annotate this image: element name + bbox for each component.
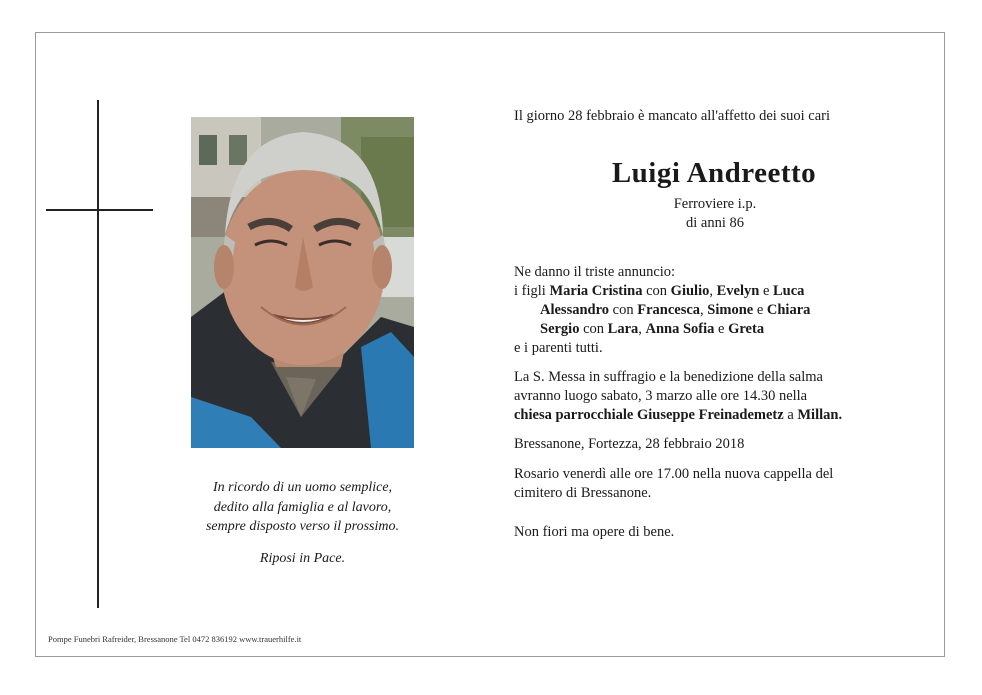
mass-line: La S. Messa in suffragio e la benedizione della salma <box>514 369 823 385</box>
children-line: Sergio con Lara, Anna Sofia e Greta <box>540 321 765 337</box>
cross-vertical-bar <box>97 100 99 608</box>
mass-line: chiesa parrocchiale Giuseppe Freinademetz a Millan. <box>514 407 843 423</box>
memorial-verse <box>150 478 455 568</box>
children-line: i figli Maria Cristina con Giulio, Evelyn e Luca <box>514 283 805 299</box>
profession: Ferroviere i.p. <box>673 196 757 212</box>
rosary-info <box>514 465 833 503</box>
announcement-heading: Ne danno il triste annuncio: <box>514 264 676 280</box>
cross-horizontal-bar <box>46 209 153 211</box>
memory-line: sempre disposto verso il prossimo. <box>205 519 400 534</box>
age: di anni 86 <box>686 215 744 231</box>
place-date: Bressanone, Fortezza, 28 febbraio 2018 <box>514 436 745 452</box>
announcement <box>514 263 810 358</box>
deceased-name: Luigi Andreetto <box>611 157 817 189</box>
memory-line: dedito alla famiglia e al lavoro, <box>213 499 392 515</box>
deceased-details <box>600 195 830 233</box>
rosary-line: cimitero di Bressanone. <box>514 485 652 501</box>
portrait-photo <box>191 117 414 448</box>
relatives-line: e i parenti tutti. <box>514 340 603 356</box>
children-line: Alessandro con Francesca, Simone e Chiara <box>540 302 811 318</box>
rest-in-peace: Riposi in Pace. <box>259 550 346 566</box>
memory-line: In ricordo di un uomo semplice, <box>212 480 393 495</box>
rosary-line: Rosario venerdì alle ore 17.00 nella nuova cappella del <box>514 466 834 482</box>
mass-line: avranno luogo sabato, 3 marzo alle ore 14.30 nella <box>514 388 808 404</box>
intro-text: Il giorno 28 febbraio è mancato all'affetto dei suoi cari <box>514 108 830 124</box>
mass-info <box>514 368 842 425</box>
closing-note: Non fiori ma opere di bene. <box>514 524 675 540</box>
funeral-home-footer: Pompe Funebri Rafreider, Bressanone Tel 0472 836192 www.trauerhilfe.it <box>48 634 302 644</box>
